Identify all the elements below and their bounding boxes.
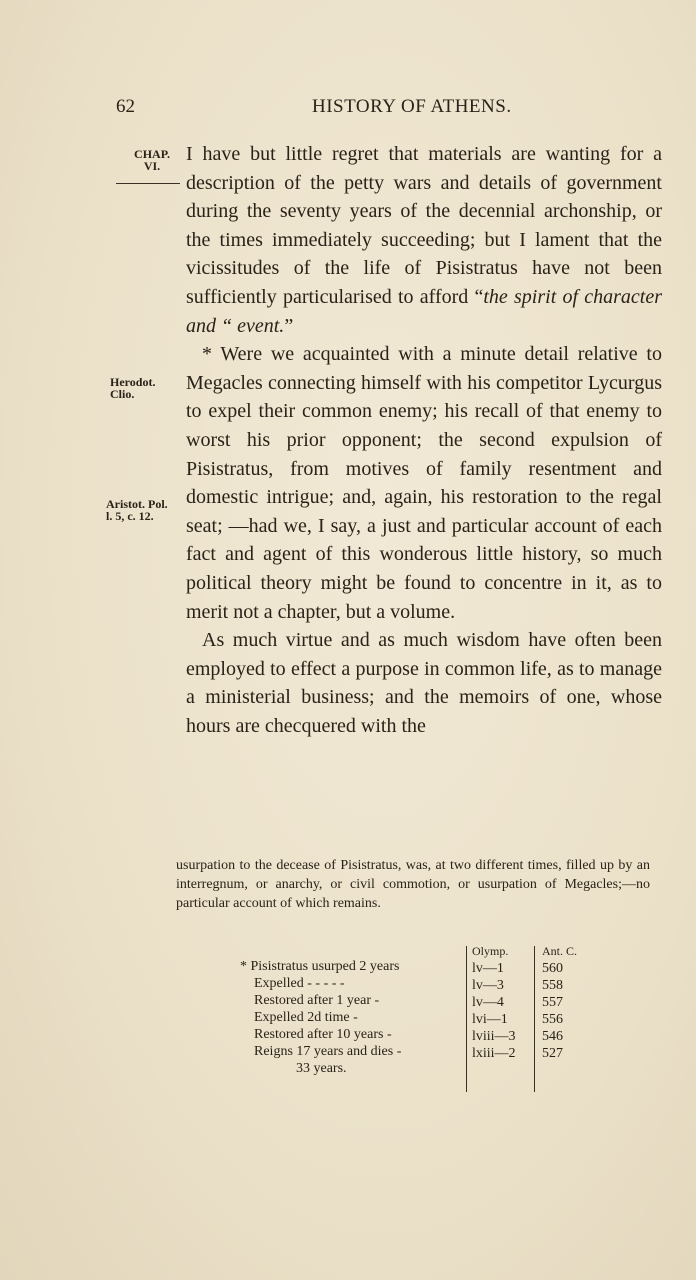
paragraph-2: * Were we acquainted with a minute detail relative to Megacles connecting himself with his competitor Lycurgus to expel their common enemy; his recall of that enemy to worst his prior opponent; the second expulsion of Pisistratus, from motives of family resentment and domestic intrigue; and, again, his restoration to the regal seat; —had we, I say, a just and particular account of each fact and agent of this wonderous little history, so much political theory might be found to concentre in it, as to merit not a chapter, but a volume. xyxy=(186,343,662,623)
margin-note-chapter: CHAP. VI. xyxy=(134,147,170,173)
paragraph-1: I have but little regret that materials are wanting for a description of the petty wars and details of government during the seventy years of the decennial archonship, or the times immediately succeeding; but I lament that the vicissitudes of the life of Pisistratus have not been sufficiently particularised to afford “the spirit of character and “ event.” xyxy=(186,143,662,337)
event-row: * Pisistratus usurped 2 years xyxy=(240,959,400,974)
events-column xyxy=(240,958,464,1077)
year-cell: 556 xyxy=(542,1012,563,1027)
year-cell: 557 xyxy=(542,995,563,1010)
year-cell: 527 xyxy=(542,1046,563,1061)
olympiad-cell: lviii—3 xyxy=(472,1029,516,1044)
event-row: Restored after 1 year - xyxy=(254,993,380,1008)
running-title: HISTORY OF ATHENS. xyxy=(312,96,512,117)
event-row: Reigns 17 years and dies - xyxy=(254,1044,402,1059)
olympiad-cell: lv—3 xyxy=(472,978,504,993)
olympiad-cell: lvi—1 xyxy=(472,1012,508,1027)
year-cell: 546 xyxy=(542,1029,563,1044)
olympiad-cell: lv—4 xyxy=(472,995,504,1010)
ante-christum-header: Ant. C. xyxy=(542,944,578,958)
chronology-table xyxy=(240,944,600,1094)
paragraph-3: As much virtue and as much wisdom have often been employed to effect a purpose in common life, as to manage a ministerial business; and the memoirs of one, whose hours are checquered with the xyxy=(186,629,662,737)
olympiad-cell: lxiii—2 xyxy=(472,1046,516,1061)
footnote xyxy=(176,856,650,913)
ante-christum-column xyxy=(542,944,598,1062)
year-cell: 558 xyxy=(542,978,563,993)
event-row: Restored after 10 years - xyxy=(254,1027,392,1042)
column-divider xyxy=(466,946,467,1092)
olympiad-cell: lv—1 xyxy=(472,961,504,976)
event-row: Expelled - - - - - xyxy=(254,976,345,991)
margin-note-aristot: Aristot. Pol. l. 5, c. 12. xyxy=(106,497,168,523)
main-text xyxy=(186,140,662,740)
page-header xyxy=(116,96,556,126)
event-row: 33 years. xyxy=(296,1061,347,1076)
olympiad-column xyxy=(472,944,532,1062)
event-row: Expelled 2d time - xyxy=(254,1010,358,1025)
year-cell: 560 xyxy=(542,961,563,976)
column-divider xyxy=(534,946,535,1092)
olympiad-header: Olymp. xyxy=(472,944,509,958)
margin-rule xyxy=(116,183,180,184)
margin-note-herodot: Herodot. Clio. xyxy=(110,375,156,401)
quoted-phrase: the spirit of character and “ event. xyxy=(186,285,662,337)
page-number: 62 xyxy=(116,96,135,117)
footnote-text: usurpation to the decease of Pisistratus, was, at two different times, filled up by an interregnum, or anarchy, or civil commotion, or usurpation of Megacles;—no particular account of which remains. xyxy=(176,858,650,911)
